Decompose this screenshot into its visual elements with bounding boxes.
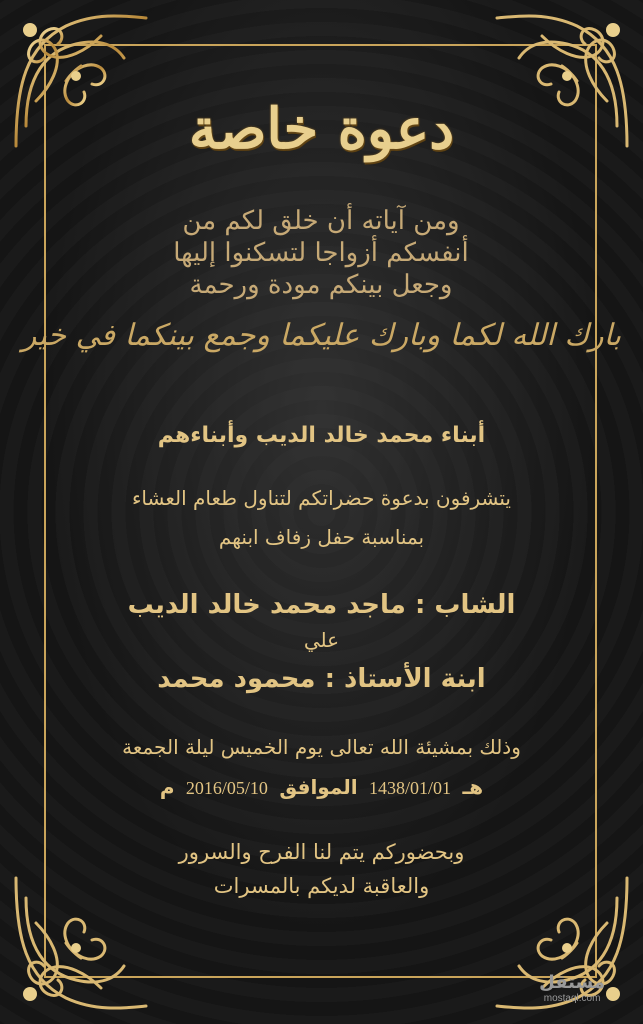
hijri-suffix: هـ xyxy=(462,775,484,799)
agreement-label: الموافق xyxy=(279,775,358,799)
wedding-blessing: بارك الله لكما وبارك عليكما وجمع بينكما في خير xyxy=(21,318,622,353)
date-line xyxy=(0,775,643,799)
gregorian-date: 2016/05/10 xyxy=(185,778,268,798)
presence-line: وبحضوركم يتم لنا الفرح والسرور xyxy=(178,840,465,864)
logo-url: mostaql.com xyxy=(543,993,601,1004)
watermark-logo xyxy=(539,973,605,1004)
invitation-title: دعوة خاصة xyxy=(188,96,455,162)
gregorian-suffix: م xyxy=(159,775,175,799)
wish-line: والعاقبة لديكم بالمسرات xyxy=(213,874,430,898)
hijri-date: 1438/01/01 xyxy=(369,778,452,798)
connector-line: علي xyxy=(303,628,340,652)
bride-line: ابنة الأستاذ : محمود محمد xyxy=(157,664,486,694)
hosts-line: أبناء محمد خالد الديب وأبناءهم xyxy=(157,423,486,448)
occasion-line: بمناسبة حفل زفاف ابنهم xyxy=(218,525,425,549)
gold-frame xyxy=(44,44,597,978)
logo-arabic: مستقل xyxy=(539,972,605,993)
groom-line: الشاب : ماجد محمد خالد الديب xyxy=(127,590,516,620)
invitation-line: يتشرفون بدعوة حضراتكم لتناول طعام العشاء xyxy=(131,486,511,510)
event-time-line: وذلك بمشيئة الله تعالى يوم الخميس ليلة الجمعة xyxy=(122,735,521,759)
quran-verse: ومن آياته أن خلق لكم من أنفسكم أزواجا لتسكنوا إليها وجعل بينكم مودة ورحمة xyxy=(173,206,469,300)
